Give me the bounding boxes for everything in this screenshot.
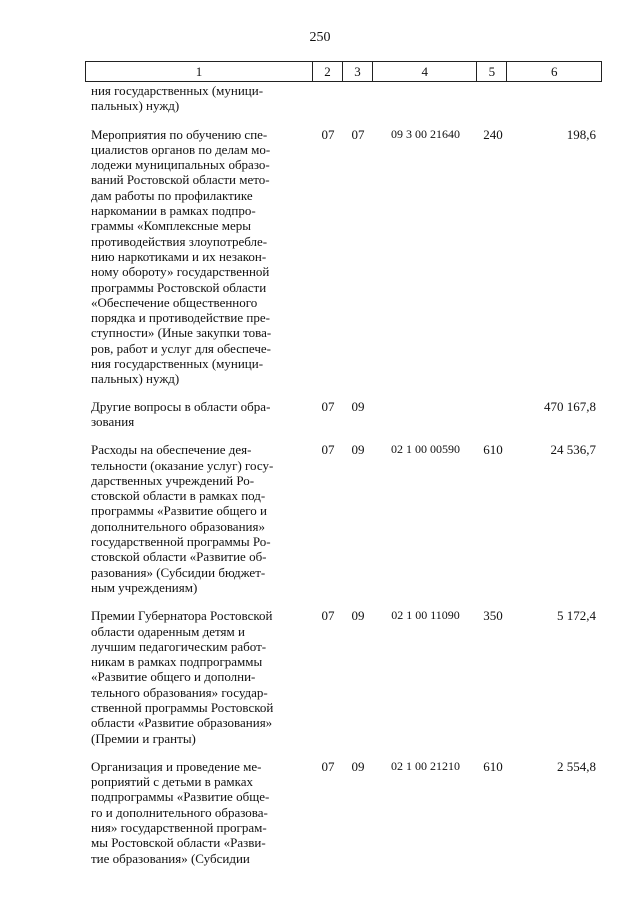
row-target-code: 02 1 00 11090: [391, 608, 460, 623]
table-body: [85, 83, 602, 874]
row-expense-type: [478, 399, 508, 430]
row-amount: 2 554,8: [557, 758, 596, 774]
header-col-2: 2: [313, 62, 343, 81]
row-amount: 24 536,7: [550, 442, 596, 458]
header-col-3: 3: [343, 62, 373, 81]
row-subsection: 07: [351, 126, 365, 142]
row-expense-type: 350: [483, 608, 503, 624]
row-subsection: [343, 83, 373, 114]
header-col-6: 6: [550, 64, 558, 79]
row-amount: [508, 83, 602, 114]
row-description: Мероприятия по обучению спе- циалистов органов по делам мо- лодежи муниципальных образо- ваний Ростовской области мето- дам работы по профилактике наркомании в рамках подпро- граммы «Комплексные меры противодействия злоупотребле- нию наркотиками и их незакон- ному обороту» государственной программы Ростовской области «Обеспечение общественного порядка и противодействие пре- ступности» (Иные закупки това- ров, работ и услуг для обеспече- ния государственных (муници- пальных) нужд): [91, 126, 272, 387]
header-col-5: 5: [477, 62, 507, 81]
table-row: [85, 759, 602, 866]
row-section: 07: [321, 758, 335, 774]
row-section: 07: [321, 442, 335, 458]
row-subsection: 09: [351, 442, 365, 458]
row-target-code: [373, 83, 478, 114]
page-number: 250: [309, 30, 331, 45]
row-section: [313, 83, 343, 114]
row-amount: 5 172,4: [557, 608, 596, 624]
row-target-code: 02 1 00 00590: [391, 442, 460, 457]
row-target-code: 09 3 00 21640: [391, 126, 460, 141]
row-subsection: 09: [351, 608, 365, 624]
table-row: [85, 127, 602, 387]
row-expense-type: 240: [483, 126, 503, 142]
row-target-code: 02 1 00 21210: [391, 758, 460, 773]
row-expense-type: 610: [483, 758, 503, 774]
row-description: Расходы на обеспечение дея- тельности (оказание услуг) госу- дарственных учреждений Ро- стовской области в рамках под- программы «Развитие общего и дополнительного образования» государственной программы Ро- стовской области «Развитие об- разования» (Субсидии бюджет- ным учреждениям): [91, 442, 274, 595]
row-target-code: [373, 399, 478, 430]
row-description: ния государственных (муници- пальных) нужд): [91, 83, 264, 114]
row-subsection: 09: [351, 398, 365, 414]
row-subsection: 09: [351, 758, 365, 774]
row-amount: 470 167,8: [544, 398, 596, 414]
row-description: Другие вопросы в области обра- зования: [91, 398, 271, 429]
table-row: [85, 442, 602, 595]
row-section: 07: [321, 608, 335, 624]
row-expense-type: [478, 83, 508, 114]
row-expense-type: 610: [483, 442, 503, 458]
header-col-4: 4: [373, 62, 478, 81]
row-description: Организация и проведение ме- роприятий с детьми в рамках подпрограммы «Развитие обще- го и дополнительного образова- ния» государственной програм- мы Ростовской области «Разви- тие образования» (Субсидии: [91, 758, 270, 866]
row-amount: 198,6: [566, 126, 596, 142]
row-section: 07: [321, 126, 335, 142]
row-description: Премии Губернатора Ростовской области одаренным детям и лучшим педагогическим работ- никам в рамках подпрограммы «Развитие общего и дополни- тельного образования» государ- ственной программы Ростовской области «Развитие образования» (Премии и гранты): [91, 608, 274, 746]
table-row: [85, 399, 602, 430]
row-section: 07: [321, 398, 335, 414]
header-col-1: 1: [86, 62, 313, 81]
table-row: [85, 83, 602, 114]
table-header: [85, 61, 602, 82]
table-row: [85, 608, 602, 746]
